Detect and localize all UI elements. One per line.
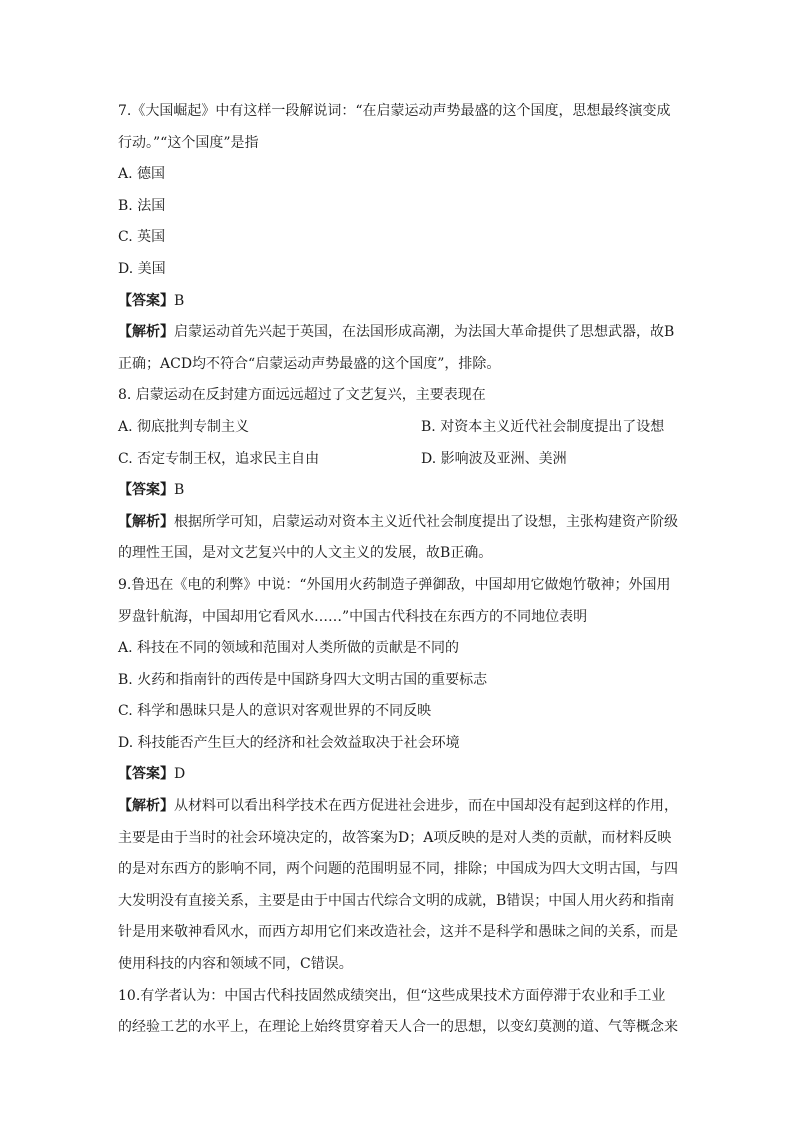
document-page (118, 96, 680, 1044)
answer-value: B (174, 482, 185, 499)
q8-analysis-line-2: 的理性王国，是对文艺复兴中的人文主义的发展，故B正确。 (118, 545, 493, 562)
q7-option-d: D. 美国 (118, 260, 166, 277)
q8-stem: 8. 启蒙运动在反封建方面远远超过了文艺复兴，主要表现在 (118, 387, 486, 404)
q8-option-c: C. 否定专制王权，追求民主自由 (118, 450, 320, 467)
q8-analysis-line-1 (118, 507, 680, 539)
q7-analysis-line-2: 正确；ACD均不符合“启蒙运动声势最盛的这个国度”，排除。 (118, 355, 501, 372)
q10-stem-line-2: 的经验工艺的水平上，在理论上始终贯穿着天人合一的思想，以变幻莫测的道、气等概念来 (118, 1019, 678, 1036)
q9-analysis-line-2: 主要是由于当时的社会环境决定的，故答案为D；A项反映的是对人类的贡献，而材料反映 (118, 829, 672, 846)
q9-analysis-line-3: 的是对东西方的影响不同，两个问题的范围明显不同，排除；中国成为四大文明古国，与四 (118, 861, 678, 878)
q7-stem-line-2: 行动。”“这个国度”是指 (118, 134, 259, 151)
answer-tag: 【答案】 (118, 482, 174, 499)
answer-tag: 【答案】 (118, 292, 174, 309)
q7-answer (118, 286, 680, 318)
analysis-tag: 【解析】 (118, 798, 174, 815)
analysis-text: 根据所学可知，启蒙运动对资本主义近代社会制度提出了设想，主张构建资产阶级 (174, 513, 678, 530)
q8-option-d: D. 影响波及亚洲、美洲 (421, 450, 567, 467)
q9-answer (118, 759, 680, 791)
q8-options-row-2 (118, 444, 680, 476)
q8-options-row-1 (118, 412, 680, 444)
q9-option-a: A. 科技在不同的领域和范围对人类所做的贡献是不同的 (118, 640, 460, 657)
q9-option-c: C. 科学和愚昧只是人的意识对客观世界的不同反映 (118, 703, 432, 720)
analysis-text: 启蒙运动首先兴起于英国，在法国形成高潮，为法国大革命提供了思想武器，故B (174, 324, 675, 341)
q9-option-d: D. 科技能否产生巨大的经济和社会效益取决于社会环境 (118, 734, 460, 751)
q9-analysis-line-4: 大发明没有直接关系，主要是由于中国古代综合文明的成就，B错误；中国人用火药和指南 (118, 892, 675, 909)
q9-stem-line-2: 罗盘针航海，中国却用它看风水……”中国古代科技在东西方的不同地位表明 (118, 608, 588, 625)
q7-option-c: C. 英国 (118, 229, 166, 246)
q8-answer (118, 475, 680, 507)
q10-stem-line-1: 10.有学者认为：中国古代科技固然成绩突出，但“这些成果技术方面停滞于农业和手工业 (118, 987, 666, 1004)
q7-option-b: B. 法国 (118, 197, 166, 214)
answer-value: D (174, 766, 186, 783)
q8-option-b: B. 对资本主义近代社会制度提出了设想 (421, 418, 665, 435)
q9-stem-line-1: 9.鲁迅在《电的利弊》中说：“外国用火药制造子弹御敌，中国却用它做炮竹敬神；外国用 (118, 576, 671, 593)
q9-analysis-line-1 (118, 791, 680, 823)
analysis-tag: 【解析】 (118, 513, 174, 530)
analysis-text: 从材料可以看出科学技术在西方促进社会进步，而在中国却没有起到这样的作用， (174, 798, 678, 815)
q9-analysis-line-6: 使用科技的内容和领域不同，C错误。 (118, 956, 353, 973)
q9-option-b: B. 火药和指南针的西传是中国跻身四大文明古国的重要标志 (118, 671, 488, 688)
analysis-tag: 【解析】 (118, 324, 174, 341)
q7-stem-line-1: 7.《大国崛起》中有这样一段解说词：“在启蒙运动声势最盛的这个国度，思想最终演变成 (118, 103, 671, 119)
answer-tag: 【答案】 (118, 766, 174, 783)
q7-analysis-line-1 (118, 317, 680, 349)
q7-option-a: A. 德国 (118, 166, 166, 183)
q9-analysis-line-5: 针是用来敬神看风水，而西方却用它们来改造社会，这并不是科学和愚昧之间的关系，而是 (118, 924, 678, 941)
answer-value: B (174, 292, 185, 309)
q8-option-a: A. 彻底批判专制主义 (118, 418, 250, 435)
